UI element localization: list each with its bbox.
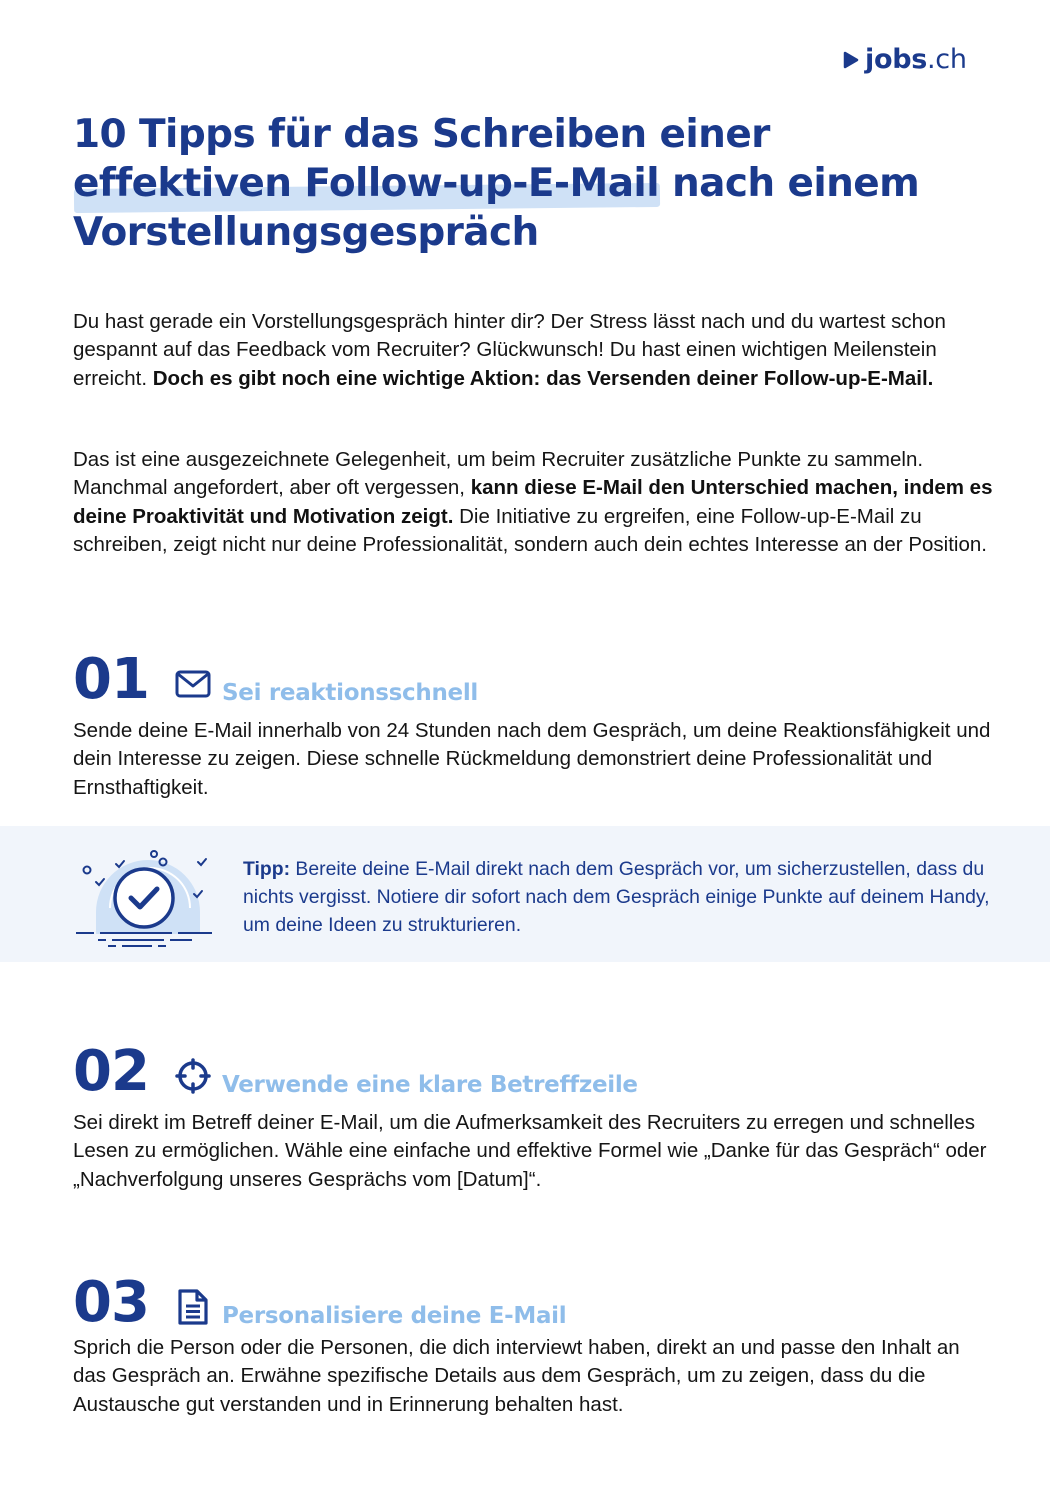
intro-2-text-b: Die Initiative zu ergreifen, eine Follow-up-E-Mail zu schreiben, zeigt nicht nur deine Professionalität, sondern auch dein echtes Interesse an der Position. <box>73 504 987 557</box>
checkmark-illustration <box>74 842 214 950</box>
tip-number: 02 <box>73 1039 149 1104</box>
intro-paragraph-1 <box>73 308 993 393</box>
page-title <box>73 110 973 257</box>
advice-content: Bereite deine E-Mail direkt nach dem Gespräch vor, um sicherzustellen, dass du nichts vergisst. Notiere dir sofort nach dem Gespräch einige Punkte auf deinem Handy, um deine Ideen zu strukturieren. <box>243 858 990 936</box>
title-line-1: 10 Tipps für das Schreiben einer <box>73 112 770 157</box>
title-line-2-rest: nach einem <box>658 161 920 206</box>
advice-box <box>0 826 1050 962</box>
tip-title: Personalisiere deine E-Mail <box>222 1303 567 1329</box>
tip-number: 01 <box>73 647 149 712</box>
advice-label: Tipp: <box>243 858 291 880</box>
title-highlight-text: effektiven Follow-up-E-Mail <box>73 161 659 206</box>
document-icon <box>173 1287 213 1327</box>
advice-text <box>243 855 1003 939</box>
tip-body-02: Sei direkt im Betreff deiner E-Mail, um die Aufmerksamkeit des Recruiters zu erregen und schnelles Lesen zu ermöglichen. Wähle eine einfache und effektive Formel wie „Danke für das Gespräch“ oder „Nachverfolgung unseres Gesprächs vom [Datum]“. <box>73 1111 987 1191</box>
tip-heading-03 <box>73 1270 567 1335</box>
mail-icon <box>173 664 213 704</box>
logo-wordmark: jobs <box>865 44 928 75</box>
title-line-3: Vorstellungsgespräch <box>73 210 539 255</box>
jobs-ch-logo[interactable] <box>843 44 967 75</box>
tip-body-03: Sprich die Person oder die Personen, die dich interviewt haben, direkt an und passe den Inhalt an das Gespräch an. Erwähne spezifische Details aus dem Gespräch, um zu zeigen, dass du die Austausche gut verstanden und in Erinnerung behalten hast. <box>73 1336 960 1416</box>
tip-title: Sei reaktionsschnell <box>222 680 478 706</box>
intro-2-text-a: Das ist eine ausgezeichnete Gelegenheit, um beim Recruiter zusätzliche Punkte zu sammeln. Manchmal angefordert, aber oft vergessen, <box>73 448 924 500</box>
tip-heading-01 <box>73 647 478 712</box>
tip-number: 03 <box>73 1270 149 1335</box>
tip-body-01: Sende deine E-Mail innerhalb von 24 Stunden nach dem Gespräch, um deine Reaktionsfähigkeit und dein Interesse zu zeigen. Diese schnelle Rückmeldung demonstriert deine Professionalität und Ernsthaftigkeit. <box>73 719 991 799</box>
intro-1-text: Du hast gerade ein Vorstellungsgespräch hinter dir? Der Stress lässt nach und du wartest schon gespannt auf das Feedback vom Recruiter? Glückwunsch! Du hast einen wichtigen Meilenstein erreicht. <box>73 310 946 390</box>
intro-paragraph-2 <box>73 446 993 560</box>
tip-heading-02 <box>73 1039 638 1104</box>
target-icon <box>173 1056 213 1096</box>
intro-1-bold: Doch es gibt noch eine wichtige Aktion: das Versenden deiner Follow-up-E-Mail. <box>152 366 934 390</box>
logo-suffix: .ch <box>927 44 967 75</box>
tip-title: Verwende eine klare Betreffzeile <box>222 1072 638 1098</box>
intro-2-bold: kann diese E-Mail den Unterschied machen, indem es deine Proaktivität und Motivation zeigt. <box>73 476 993 528</box>
play-arrow-icon <box>843 51 859 69</box>
